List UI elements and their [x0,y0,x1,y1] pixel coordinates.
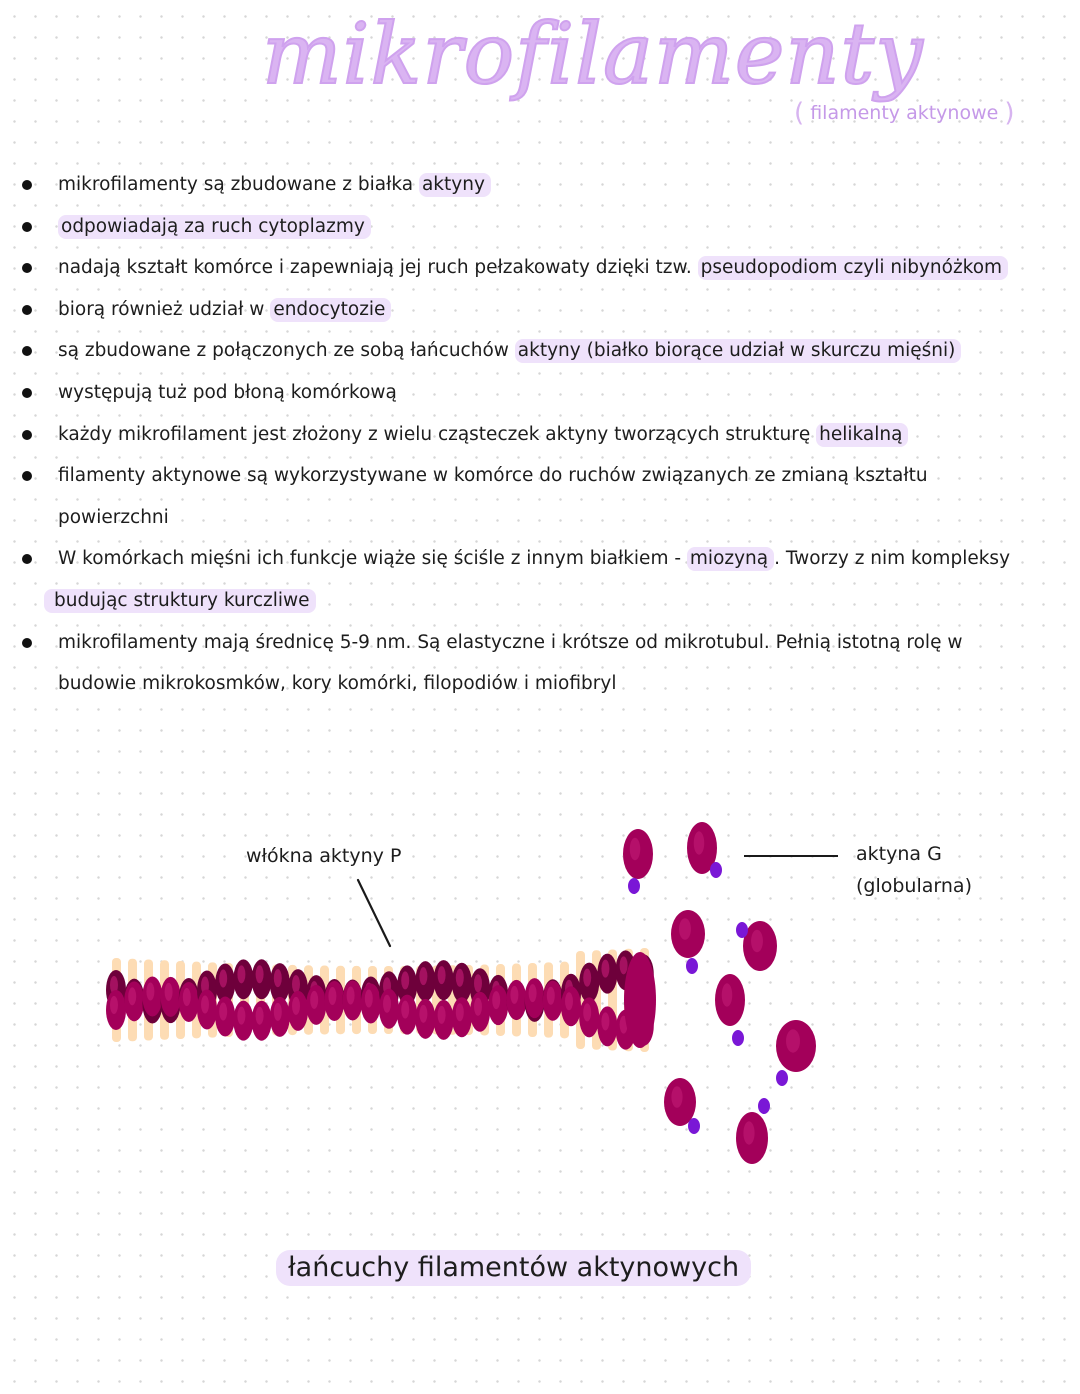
bullet-dot [22,263,32,273]
actin-subunit-shine [310,991,318,1009]
bullet-dot [22,554,32,564]
actin-subunit-shine [529,984,537,1002]
bullet-dot [22,638,32,648]
bullet-item [0,455,1080,538]
actin-subunit-shine [510,986,518,1004]
actin-subunit-shine [492,991,500,1009]
actin-subunit-shine [183,988,191,1006]
atp-tag [776,1070,788,1086]
paren-close: ) [1004,98,1015,128]
bullet-text: każdy mikrofilament jest złożony z wielu cząsteczek aktyny tworzących strukturę [58,423,817,445]
g-actin-shine [630,838,641,861]
g-actin-shine [679,918,691,940]
g-actin-shine [694,831,705,854]
bullet-item [0,538,1080,621]
paren-open: ( [794,98,805,128]
bullet-dot [22,430,32,440]
bullet-highlight: odpowiadają za ruch cytoplazmy [58,215,371,239]
bullet-text: występują tuż pod błoną komórkową [58,381,397,403]
actin-filament-f [106,950,656,1049]
g-actin-shine [722,983,733,1006]
bullet-continuation: powierzchni [58,506,169,528]
atp-tag [758,1098,770,1114]
bullet-text: biorą również udział w [58,298,271,320]
bullet-dot [22,180,32,190]
actin-subunit-shine [438,966,446,984]
actin-subunit-shine [601,1012,609,1030]
atp-tag [732,1030,744,1046]
f-actin-pointer-line [358,880,390,946]
actin-subunit-shine [201,995,209,1013]
actin-subunit-shine [237,965,245,983]
bullet-text: filamenty aktynowe są wykorzystywane w komórce do ruchów związanych ze zmianą kształtu [58,465,928,487]
bullet-item [0,164,1080,206]
actin-subunit-shine [165,983,173,1001]
actin-subunit-shine [292,975,300,993]
atp-tag [710,862,722,878]
bullet-text-post: . Tworzy z nim kompleksy [774,548,1011,570]
actin-subunit-shine [365,989,373,1007]
bullet-list [0,164,1080,705]
actin-subunit-shine [347,987,355,1005]
page-title: mikrofilamenty [262,5,924,103]
actin-subunit-shine [601,960,609,978]
actin-subunit-shine [383,995,391,1013]
actin-subunit-shine [128,987,136,1005]
actin-subunit-shine [274,1003,282,1021]
actin-subunit-shine [292,997,300,1015]
bullet-continuation [54,580,1080,622]
bullet-item [0,247,1080,289]
bullet-highlight: aktyny [419,173,491,197]
g-actin-shine [751,930,763,953]
bullet-dot [22,305,32,315]
bullet-item [0,206,1080,248]
page-subtitle [794,98,1015,128]
g-actin-shine [671,1086,682,1108]
atp-tag [736,922,748,938]
subtitle-text: filamenty aktynowe [810,102,999,124]
g-actin-shine [786,1029,800,1052]
bullet-item [0,622,1080,705]
actin-subunit-shine [565,992,573,1010]
bullet-item [0,372,1080,414]
diagram-caption: łańcuchy filamentów aktynowych [276,1250,751,1286]
actin-subunit-shine [419,1005,427,1023]
bullet-text: mikrofilamenty mają średnicę 5-9 nm. Są elastyczne i krótsze od mikrotubul. Pełnią istotną rolę w [58,631,963,653]
bullet-item [0,330,1080,372]
actin-subunit-shine [456,969,464,987]
label-g-actin-sub: (globularna) [856,875,972,897]
actin-subunit-shine [419,967,427,985]
bullet-highlight: budując struktury kurczliwe [44,589,316,613]
actin-subunit-shine [256,965,264,983]
actin-subunit-shine [401,971,409,989]
bullet-highlight: helikalną [816,423,908,447]
bullet-highlight: miozyną [687,547,774,571]
actin-subunit-shine [237,1007,245,1025]
actin-subunit-shine [438,1006,446,1024]
bullet-highlight: endocytozie [270,298,391,322]
bullet-dot [22,222,32,232]
actin-subunit-shine [583,1003,591,1021]
actin-subunit-shine [583,969,591,987]
bullet-dot [22,388,32,398]
bullet-text: W komórkach mięśni ich funkcje wiąże się ściśle z innym białkiem - [58,548,687,570]
atp-tag [628,878,640,894]
label-g-actin: aktyna G [856,843,942,865]
actin-subunit-shine [456,1003,464,1021]
atp-tag [688,1118,700,1134]
actin-subunit-shine [474,998,482,1016]
bullet-item [0,414,1080,456]
actin-subunit-shine [620,956,628,974]
actin-subunit-shine [547,987,555,1005]
actin-subunit-shine [328,987,336,1005]
bullet-text: nadają kształt komórce i zapewniają jej ruch pełzakowaty dzięki tzw. [58,257,698,279]
actin-subunit-shine [110,996,118,1014]
bullet-highlight: aktyny (białko biorące udział w skurczu mięśni) [515,339,962,363]
label-f-actin: włókna aktyny P [246,845,402,867]
actin-subunit-shine [219,1003,227,1021]
actin-subunit-shine [219,969,227,987]
actin-diagram [0,810,1080,1190]
actin-subunit-shine [274,969,282,987]
actin-subunit [624,952,656,1048]
bullet-text: są zbudowane z połączonych ze sobą łańcuchów [58,340,515,362]
actin-subunit-shine [401,1001,409,1019]
actin-subunit-shine [146,982,154,1000]
bullet-dot [22,346,32,356]
bullet-dot [22,471,32,481]
actin-subunit-shine [474,974,482,992]
bullet-highlight: pseudopodiom czyli nibynóżkom [698,256,1008,280]
atp-tag [686,958,698,974]
bullet-text: mikrofilamenty są zbudowane z białka [58,174,419,195]
bullet-item [0,289,1080,331]
g-actin-shine [743,1121,754,1144]
bullet-continuation: budowie mikrokosmków, kory komórki, filopodiów i miofibryl [58,673,617,695]
actin-subunit-shine [256,1007,264,1025]
